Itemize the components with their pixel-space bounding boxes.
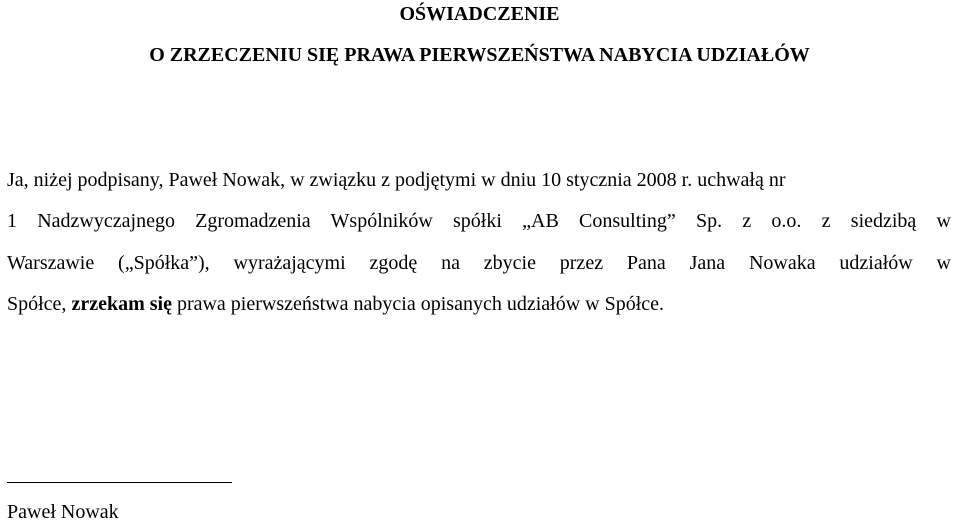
waiver-phrase: zrzekam się	[71, 293, 172, 315]
body-line-4-suffix: prawa pierwszeństwa nabycia opisanych udziałów w Spółce.	[171, 293, 665, 315]
body-line-4-prefix: Spółce,	[7, 293, 72, 315]
body-line-4	[7, 292, 951, 316]
signature-line	[7, 482, 232, 483]
body-line-2: 1 Nadzwyczajnego Zgromadzenia Wspólników spółki „AB Consulting” Sp. z o.o. z siedzibą w	[7, 210, 951, 232]
body-line-3: Warszawie („Spółka”), wyrażającymi zgodę na zbycie przez Pana Jana Nowaka udziałów w	[7, 252, 951, 274]
body-line-1: Ja, niżej podpisany, Paweł Nowak, w związku z podjętymi w dniu 10 stycznia 2008 r. uchwałą nr	[7, 169, 786, 191]
signature-name: Paweł Nowak	[7, 501, 119, 523]
document-subtitle: O ZRZECZENIU SIĘ PRAWA PIERWSZEŃSTWA NABYCIA UDZIAŁÓW	[149, 44, 810, 66]
document-title: OŚWIADCZENIE	[399, 3, 560, 25]
